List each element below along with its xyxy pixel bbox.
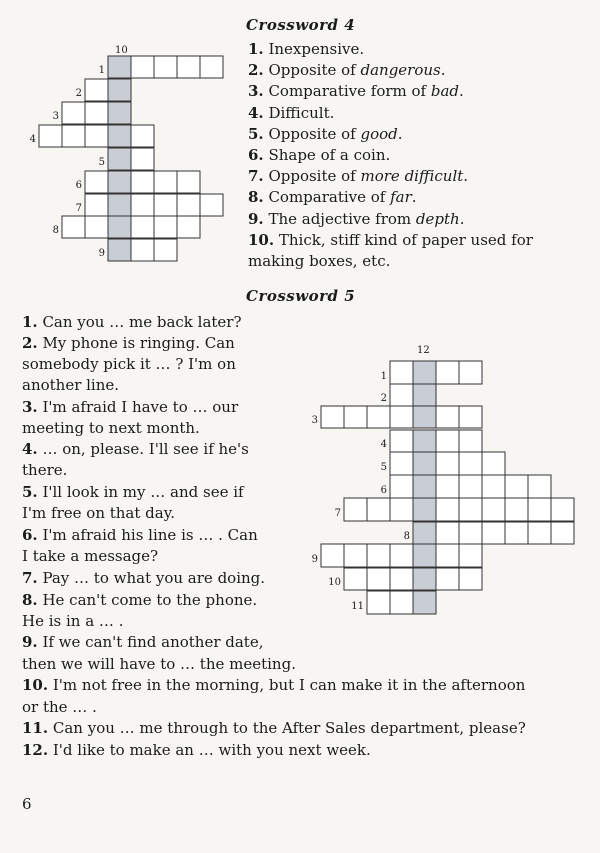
crossword4-cell[interactable] bbox=[154, 56, 177, 78]
crossword5-clue-line bbox=[22, 460, 67, 481]
clue-text: another line. bbox=[22, 376, 120, 394]
crossword5-cell[interactable] bbox=[528, 475, 551, 498]
crossword5-cell[interactable] bbox=[390, 568, 413, 590]
clue-text: I'd like to make an … with you next week. bbox=[48, 741, 371, 759]
clue-text: Opposite of bbox=[263, 167, 361, 186]
crossword5-clue-line bbox=[22, 675, 525, 696]
crossword4-cell[interactable] bbox=[108, 171, 131, 193]
crossword5-clue-line bbox=[22, 375, 119, 396]
crossword5-grid-number: 3 bbox=[311, 415, 318, 426]
crossword5-cell[interactable] bbox=[436, 498, 459, 521]
clue-number: 11. bbox=[22, 719, 49, 737]
crossword5-cell[interactable] bbox=[367, 498, 390, 521]
crossword5-cell[interactable] bbox=[344, 544, 367, 567]
clue-text: . bbox=[397, 124, 403, 143]
crossword5-cell[interactable] bbox=[413, 591, 436, 614]
clue-text: I'm afraid his line is … . Can bbox=[37, 526, 258, 544]
crossword4-cell[interactable] bbox=[200, 194, 223, 216]
crossword4-grid-number: 2 bbox=[75, 88, 82, 99]
crossword4-cell[interactable] bbox=[85, 102, 108, 124]
crossword4-clue-line bbox=[248, 187, 417, 208]
clue-text: dangerous bbox=[360, 61, 441, 80]
clue-text: I'm free on that day. bbox=[22, 504, 175, 522]
crossword5-cell[interactable] bbox=[551, 498, 574, 521]
crossword5-cell[interactable] bbox=[413, 452, 436, 475]
crossword5-cell[interactable] bbox=[367, 544, 390, 567]
crossword4-grid-number: 7 bbox=[75, 203, 82, 214]
clue-text: bad bbox=[430, 82, 460, 101]
crossword5-cell[interactable] bbox=[390, 475, 413, 498]
crossword4-cell[interactable] bbox=[39, 125, 62, 147]
crossword4-cell[interactable] bbox=[200, 56, 223, 78]
crossword5-clue-line bbox=[22, 632, 264, 653]
crossword5-heading: Crossword 5 bbox=[246, 287, 356, 305]
crossword5-clue-line bbox=[22, 697, 97, 718]
crossword5-grid-number: 2 bbox=[380, 393, 387, 404]
clue-number: 3. bbox=[248, 82, 264, 101]
crossword5-grid-number: 11 bbox=[351, 601, 364, 612]
crossword5-cell[interactable] bbox=[390, 452, 413, 475]
clue-text: . bbox=[440, 61, 446, 80]
clue-text: I take a message? bbox=[22, 547, 159, 565]
crossword5-clue-line bbox=[22, 525, 258, 546]
crossword5-cell[interactable] bbox=[367, 406, 390, 428]
crossword5-cell[interactable] bbox=[482, 475, 505, 498]
crossword4-cell[interactable] bbox=[85, 194, 108, 216]
clue-text: . bbox=[463, 167, 469, 186]
crossword5-clue-line bbox=[22, 590, 257, 611]
clue-number: 9. bbox=[248, 209, 264, 228]
crossword4-grid-number: 5 bbox=[98, 157, 105, 168]
crossword5-cell[interactable] bbox=[344, 498, 367, 521]
crossword5-cell[interactable] bbox=[528, 522, 551, 544]
crossword5-cell[interactable] bbox=[459, 406, 482, 428]
crossword4-clue-line bbox=[248, 145, 390, 166]
clue-text: . bbox=[459, 82, 464, 101]
crossword5-grid-number: 9 bbox=[311, 554, 318, 565]
crossword5-cell[interactable] bbox=[390, 544, 413, 567]
crossword4-cell[interactable] bbox=[85, 125, 108, 147]
clue-text: … on, please. I'll see if he's bbox=[37, 440, 249, 458]
clue-number: 4. bbox=[22, 440, 38, 458]
crossword5-clue-line bbox=[22, 503, 175, 524]
crossword5-grid-number: 5 bbox=[380, 462, 387, 473]
clue-text: meeting to next month. bbox=[22, 419, 200, 437]
crossword5-grid-number: 4 bbox=[380, 439, 387, 450]
crossword4-cell[interactable] bbox=[108, 56, 131, 78]
crossword5-cell[interactable] bbox=[459, 568, 482, 590]
crossword5-cell[interactable] bbox=[413, 406, 436, 428]
crossword4-cell[interactable] bbox=[108, 148, 131, 170]
crossword5-clue-line bbox=[22, 418, 200, 439]
crossword5-cell[interactable] bbox=[482, 452, 505, 475]
crossword4-cell[interactable] bbox=[108, 194, 131, 216]
crossword5-cell[interactable] bbox=[390, 406, 413, 428]
crossword4-cell[interactable] bbox=[85, 216, 108, 238]
clue-text: I'm afraid I have to … our bbox=[37, 398, 239, 416]
clue-text: I'm not free in the morning, but I can make it in the afternoon bbox=[48, 676, 526, 694]
crossword5-clue-line bbox=[22, 439, 249, 460]
crossword5-cell[interactable] bbox=[413, 361, 436, 384]
crossword4-cell[interactable] bbox=[177, 216, 200, 238]
clue-text: He is in a … . bbox=[22, 612, 124, 630]
crossword5-cell[interactable] bbox=[413, 568, 436, 590]
crossword5-cell[interactable] bbox=[390, 591, 413, 614]
clue-text: Can you … me back later? bbox=[37, 313, 242, 331]
crossword5-cell[interactable] bbox=[413, 384, 436, 406]
clue-text: I'll look in my … and see if bbox=[37, 483, 244, 501]
crossword5-cell[interactable] bbox=[482, 522, 505, 544]
crossword4-cell[interactable] bbox=[131, 171, 154, 193]
clue-text: then we will have to … the meeting. bbox=[22, 655, 296, 673]
crossword4-cell[interactable] bbox=[154, 194, 177, 216]
crossword5-grid-number: 12 bbox=[417, 345, 430, 356]
crossword5-cell[interactable] bbox=[390, 384, 413, 406]
crossword4-cell[interactable] bbox=[131, 239, 154, 261]
crossword5-clue-line bbox=[22, 333, 235, 354]
crossword4-cell[interactable] bbox=[108, 216, 131, 238]
crossword5-clue-line bbox=[22, 718, 526, 739]
clue-number: 7. bbox=[22, 569, 38, 587]
clue-text: Can you … me through to the After Sales department, please? bbox=[48, 719, 526, 737]
crossword5-cell[interactable] bbox=[459, 498, 482, 521]
crossword5-cell[interactable] bbox=[505, 498, 528, 521]
clue-text: Thick, stiff kind of paper used for bbox=[274, 230, 533, 249]
crossword4-cell[interactable] bbox=[131, 194, 154, 216]
crossword4-grid-number: 3 bbox=[52, 111, 59, 122]
crossword5-clue-line bbox=[22, 397, 238, 418]
crossword5-cell[interactable] bbox=[436, 568, 459, 590]
clue-text: Inexpensive. bbox=[263, 40, 365, 58]
crossword5-grid-number: 7 bbox=[334, 508, 341, 519]
clue-text: there. bbox=[22, 461, 68, 479]
crossword4-cell[interactable] bbox=[85, 171, 108, 193]
crossword5-cell[interactable] bbox=[321, 544, 344, 567]
crossword5-cell[interactable] bbox=[505, 475, 528, 498]
clue-number: 10. bbox=[248, 230, 275, 249]
crossword4-cell[interactable] bbox=[62, 125, 85, 147]
crossword4-cell[interactable] bbox=[177, 56, 200, 78]
crossword5-clue-line bbox=[22, 312, 242, 333]
clue-number: 2. bbox=[248, 61, 264, 80]
clue-text: . bbox=[411, 188, 417, 207]
crossword5-cell[interactable] bbox=[505, 522, 528, 544]
clue-number: 1. bbox=[248, 40, 264, 58]
crossword4-clue-line bbox=[248, 103, 334, 124]
clue-number: 8. bbox=[22, 591, 38, 609]
crossword5-clue-line bbox=[22, 354, 236, 375]
crossword4-clue-line bbox=[248, 81, 464, 102]
crossword4-grid-number: 8 bbox=[52, 225, 59, 236]
crossword4-grid-number: 9 bbox=[98, 248, 105, 259]
crossword5-cell[interactable] bbox=[413, 544, 436, 567]
crossword4-cell[interactable] bbox=[154, 171, 177, 193]
crossword4-cell[interactable] bbox=[177, 194, 200, 216]
clue-number: 8. bbox=[248, 188, 264, 207]
crossword5-cell[interactable] bbox=[436, 544, 459, 567]
crossword4-grid-number: 1 bbox=[98, 65, 105, 76]
crossword5-cell[interactable] bbox=[390, 361, 413, 384]
crossword5-grid-number: 1 bbox=[380, 371, 387, 382]
crossword5-clue-line bbox=[22, 568, 265, 589]
crossword5-cell[interactable] bbox=[528, 498, 551, 521]
crossword5-cell[interactable] bbox=[344, 568, 367, 590]
crossword5-cell[interactable] bbox=[482, 498, 505, 521]
crossword4-cell[interactable] bbox=[108, 79, 131, 101]
page-number: 6 bbox=[22, 795, 32, 813]
crossword4-cell[interactable] bbox=[131, 125, 154, 147]
crossword4-clue-line bbox=[248, 124, 403, 145]
crossword5-clue-line bbox=[22, 482, 244, 503]
crossword4-cell[interactable] bbox=[108, 239, 131, 261]
crossword5-cell[interactable] bbox=[436, 406, 459, 428]
crossword5-cell[interactable] bbox=[367, 591, 390, 614]
crossword5-cell[interactable] bbox=[436, 361, 459, 384]
crossword4-cell[interactable] bbox=[108, 125, 131, 147]
clue-number: 3. bbox=[22, 398, 38, 416]
clue-text: Comparative form of bbox=[263, 82, 431, 101]
clue-number: 12. bbox=[22, 741, 49, 759]
crossword5-cell[interactable] bbox=[436, 475, 459, 498]
crossword4-clue-line bbox=[248, 230, 533, 251]
clue-text: or the … . bbox=[22, 698, 97, 716]
crossword4-cell[interactable] bbox=[108, 102, 131, 124]
crossword5-grid-number: 10 bbox=[328, 577, 341, 588]
crossword5-cell[interactable] bbox=[436, 452, 459, 475]
crossword5-cell[interactable] bbox=[390, 430, 413, 452]
crossword5-cell[interactable] bbox=[459, 361, 482, 384]
crossword5-clue-line bbox=[22, 740, 371, 761]
clue-text: If we can't find another date, bbox=[37, 633, 264, 651]
crossword4-clue-line bbox=[248, 60, 446, 81]
crossword4-cell[interactable] bbox=[62, 216, 85, 238]
crossword5-cell[interactable] bbox=[551, 522, 574, 544]
crossword5-grid-number: 8 bbox=[403, 531, 410, 542]
crossword4-cell[interactable] bbox=[177, 171, 200, 193]
crossword5-cell[interactable] bbox=[459, 430, 482, 452]
clue-number: 1. bbox=[22, 313, 38, 331]
crossword4-grid-number: 6 bbox=[75, 180, 82, 191]
clue-text: far bbox=[390, 188, 412, 207]
crossword5-clue-line bbox=[22, 611, 123, 632]
crossword5-grid-number: 6 bbox=[380, 485, 387, 496]
crossword5-cell[interactable] bbox=[390, 498, 413, 521]
crossword4-grid-number: 10 bbox=[115, 45, 128, 56]
crossword5-cell[interactable] bbox=[344, 406, 367, 428]
clue-text: depth bbox=[415, 209, 460, 228]
crossword5-cell[interactable] bbox=[436, 522, 459, 544]
crossword4-cell[interactable] bbox=[131, 148, 154, 170]
clue-number: 7. bbox=[248, 167, 264, 186]
clue-text: somebody pick it … ? I'm on bbox=[22, 355, 236, 373]
clue-number: 5. bbox=[22, 483, 38, 501]
clue-number: 10. bbox=[22, 676, 49, 694]
crossword5-cell[interactable] bbox=[459, 544, 482, 567]
clue-text: good bbox=[360, 124, 398, 143]
crossword5-cell[interactable] bbox=[413, 475, 436, 498]
clue-text: The adjective from bbox=[263, 209, 416, 228]
crossword4-clue-line bbox=[248, 209, 464, 230]
crossword5-cell[interactable] bbox=[413, 430, 436, 452]
crossword5-cell[interactable] bbox=[436, 430, 459, 452]
crossword4-cell[interactable] bbox=[85, 79, 108, 101]
crossword4-clue-line bbox=[248, 251, 390, 272]
crossword4-cell[interactable] bbox=[154, 216, 177, 238]
crossword5-clue-line bbox=[22, 546, 158, 567]
clue-number: 4. bbox=[248, 103, 264, 122]
clue-text: He can't come to the phone. bbox=[37, 591, 258, 609]
crossword4-heading: Crossword 4 bbox=[246, 16, 356, 34]
crossword4-grid-number: 4 bbox=[29, 134, 36, 145]
crossword4-cell[interactable] bbox=[154, 239, 177, 261]
clue-text: Opposite of bbox=[263, 61, 361, 80]
crossword5-cell[interactable] bbox=[367, 568, 390, 590]
crossword4-cell[interactable] bbox=[131, 56, 154, 78]
clue-text: making boxes, etc. bbox=[248, 252, 391, 270]
crossword4-cell[interactable] bbox=[62, 102, 85, 124]
clue-text: Pay … to what you are doing. bbox=[37, 569, 266, 587]
clue-text: Comparative of bbox=[263, 188, 391, 207]
crossword5-cell[interactable] bbox=[413, 498, 436, 521]
clue-text: . bbox=[459, 209, 465, 228]
clue-number: 9. bbox=[22, 633, 38, 651]
crossword4-clue-line bbox=[248, 39, 364, 60]
clue-text: Shape of a coin. bbox=[263, 146, 391, 164]
clue-text: Opposite of bbox=[263, 124, 361, 143]
clue-number: 5. bbox=[248, 124, 264, 143]
crossword5-clue-line bbox=[22, 654, 296, 675]
clue-text: Difficult. bbox=[263, 103, 335, 122]
clue-number: 6. bbox=[22, 526, 38, 544]
crossword5-cell[interactable] bbox=[413, 522, 436, 544]
crossword5-cell[interactable] bbox=[459, 475, 482, 498]
crossword5-cell[interactable] bbox=[459, 522, 482, 544]
clue-text: more difficult bbox=[360, 167, 464, 186]
crossword4-clue-line bbox=[248, 166, 468, 187]
crossword4-cell[interactable] bbox=[131, 216, 154, 238]
clue-text: My phone is ringing. Can bbox=[37, 334, 235, 352]
crossword5-cell[interactable] bbox=[321, 406, 344, 428]
clue-number: 6. bbox=[248, 146, 264, 164]
crossword5-cell[interactable] bbox=[459, 452, 482, 475]
clue-number: 2. bbox=[22, 334, 38, 352]
